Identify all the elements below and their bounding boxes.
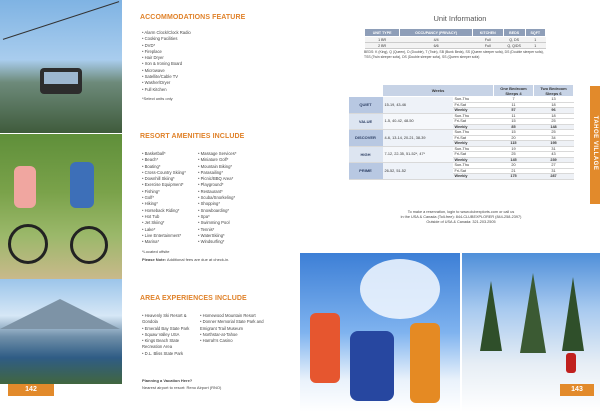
season-name: DISCOVER <box>349 130 383 147</box>
unit-header-cell: UNIT TYPE <box>365 29 400 37</box>
cable-line <box>3 1 119 40</box>
list-item: • Fireplace <box>142 49 252 55</box>
list-item: • Exercise Equipment* <box>142 182 212 188</box>
list-item: • Northstar-at-Tahoe <box>200 332 272 338</box>
kids-snow-photo <box>300 253 460 412</box>
list-item: • Hair Dryer <box>142 55 252 61</box>
rate-day-label: Weekly <box>453 157 494 163</box>
unit-cell: 1 <box>525 43 545 49</box>
rate-day-label: Sun-Thu <box>453 113 494 119</box>
unit-header-cell: KITCHEN <box>472 29 503 37</box>
season-weeks: 1-5, 40-42, 48-50 <box>383 113 453 130</box>
rate-value: 175 <box>494 174 534 180</box>
unit-cell: Q, DS <box>503 37 525 43</box>
rate-value: 31 <box>534 168 574 174</box>
list-item: • Washer/Dryer <box>142 80 252 86</box>
list-item: • Playground* <box>198 182 278 188</box>
page-number-right: 143 <box>560 384 594 396</box>
rates-table <box>348 84 574 180</box>
rates-header-row <box>349 85 574 97</box>
side-tab <box>590 86 600 204</box>
unit-header-cell: OCCUPANCY (PRIVACY) <box>400 29 473 37</box>
list-item: • Spa* <box>198 214 278 220</box>
rate-value: 18 <box>534 102 574 108</box>
rate-value: 21 <box>494 168 534 174</box>
side-tab-label: TAHOE VILLAGE <box>592 115 598 171</box>
unit-cell: 1 BR <box>365 37 400 43</box>
unit-cell: 6/6 <box>400 43 473 49</box>
unit-cell: 4/4 <box>400 37 473 43</box>
area-list-col1 <box>142 313 198 357</box>
rider-left-shape <box>14 166 36 208</box>
list-item: • Emerald Bay State Park <box>142 326 198 332</box>
rate-day-label: Weekly <box>453 108 494 114</box>
list-item: • Scuba/Snorkeling* <box>198 195 278 201</box>
rate-value: 25 <box>534 130 574 136</box>
list-item: • Restaurant* <box>198 189 278 195</box>
season-name: HIGH <box>349 146 383 163</box>
list-item: • Massage Services* <box>198 151 278 157</box>
area-list-col2 <box>200 313 272 344</box>
list-item: • Parasailing* <box>198 170 278 176</box>
unit-cell: Full <box>472 37 503 43</box>
area-experiences-heading: AREA EXPERIENCES INCLUDE <box>140 295 247 302</box>
child-orange-shape <box>310 313 340 383</box>
rate-value: 96 <box>534 108 574 114</box>
fee-note-label: Please Note: <box>142 257 167 262</box>
rate-value: 18 <box>534 113 574 119</box>
list-item: • Harrah's Casino <box>200 338 272 344</box>
rate-value: 20 <box>494 163 534 169</box>
list-item: • Golf* <box>142 195 212 201</box>
rate-value: 195 <box>534 141 574 147</box>
list-item: • Miniature Golf* <box>198 157 278 163</box>
fee-note-text: Additional fees are due at check-in. <box>166 257 230 262</box>
bike-wheel-left <box>8 224 48 264</box>
rate-value: 115 <box>494 141 534 147</box>
list-item: • Shopping* <box>198 201 278 207</box>
list-item: • Squaw Valley USA <box>142 332 198 338</box>
list-item: • Tennis* <box>198 227 278 233</box>
list-item: • Lake* <box>142 227 212 233</box>
list-item: • Donner Memorial State Park and Emigrant Trail Museum <box>200 319 272 332</box>
list-item: • Homewood Mountain Resort <box>200 313 272 319</box>
rate-day-label: Weekly <box>453 174 494 180</box>
reservation-contact <box>348 210 574 225</box>
gondola-window-shape <box>44 72 78 84</box>
unit-cell: Q, Q/DS <box>503 43 525 49</box>
pine-tree-1 <box>480 281 502 351</box>
rate-day-label: Fri-Sat <box>453 152 494 158</box>
list-item: • Boating* <box>142 164 212 170</box>
unit-cell: 1 <box>525 37 545 43</box>
planning-text: Nearest airport to resort: Reno Airport (RNO) <box>142 385 222 390</box>
child-yellow-shape <box>410 323 440 403</box>
lake-photo <box>0 279 122 384</box>
bikers-photo <box>0 134 122 279</box>
unit-footnote: BEDS: K (King), Q (Queen), D (Double), T (Twin), SB (Bunk Beds), SS (Queen sleeper sofa), DS (Double sleeper sofa), TSS (Twin sleeper sofa), DS (Double sleeper sofa), SS (Queen sleeper sofa) <box>364 50 544 59</box>
list-item: • Jet Skiing* <box>142 220 212 226</box>
list-item: • Microwave <box>142 68 252 74</box>
page-number-left: 142 <box>8 384 54 396</box>
rate-value: 25 <box>534 119 574 125</box>
list-item: • Marina* <box>142 239 212 245</box>
mountain-shape <box>0 299 120 329</box>
unit-cell: 2 BR <box>365 43 400 49</box>
rate-value: 34 <box>534 135 574 141</box>
list-item: • Heavenly Ski Resort & Gondola <box>142 313 198 326</box>
amenities-heading: RESORT AMENITIES INCLUDE <box>140 133 245 140</box>
rate-value: 239 <box>534 157 574 163</box>
child-blue-shape <box>350 331 394 401</box>
pine-tree-3 <box>562 277 584 351</box>
list-item: • Iron & Ironing Board <box>142 61 252 67</box>
list-item: • Cooking Facilities <box>142 36 252 42</box>
rate-day-label: Fri-Sat <box>453 168 494 174</box>
rates-header-two-bedroom: Two Bedroom Sleeps 6 <box>534 85 574 97</box>
rate-day-label: Weekly <box>453 141 494 147</box>
list-item: • Snowboarding* <box>198 208 278 214</box>
rates-header-blank <box>349 85 383 97</box>
rate-value: 19 <box>494 146 534 152</box>
list-item: • Alarm Clock/Clock Radio <box>142 30 252 36</box>
rate-value: 11 <box>494 113 534 119</box>
accommodations-heading: ACCOMMODATIONS FEATURE <box>140 14 246 21</box>
list-item: • Full Kitchen <box>142 87 252 93</box>
planning-label: Planning a Vacation Here? <box>142 378 193 383</box>
rate-day-label: Fri-Sat <box>453 102 494 108</box>
list-item: • WaterSkiing* <box>198 233 278 239</box>
rate-value: 31 <box>534 146 574 152</box>
list-item: • Satellite/Cable TV <box>142 74 252 80</box>
list-item: • Cross-Country Skiing* <box>142 170 212 176</box>
skier-figure <box>566 353 576 373</box>
gondola-photo <box>0 0 122 133</box>
pine-tree-2 <box>520 273 546 353</box>
unit-cell: Full <box>472 43 503 49</box>
amenities-fee-note <box>142 257 229 262</box>
rates-header-one-bedroom: One Bedroom Sleeps 4 <box>494 85 534 97</box>
season-name: VALUE <box>349 113 383 130</box>
rate-value: 15 <box>494 130 534 136</box>
list-item: • Picnic/BBQ Area* <box>198 176 278 182</box>
rate-day-label: Weekly <box>453 124 494 130</box>
list-item: • Horseback Riding* <box>142 208 212 214</box>
snow-splash-shape <box>360 259 440 319</box>
bike-wheel-right <box>70 226 108 264</box>
rate-value: 25 <box>494 152 534 158</box>
rate-value: 43 <box>534 152 574 158</box>
list-item: • Mountain Biking* <box>198 164 278 170</box>
list-item: • Beach* <box>142 157 212 163</box>
list-item: • DVD* <box>142 43 252 49</box>
rate-value: 27 <box>534 163 574 169</box>
rate-value: 287 <box>534 174 574 180</box>
rate-day-label: Fri-Sat <box>453 119 494 125</box>
rate-value: 148 <box>534 124 574 130</box>
rate-day-label: Sun-Thu <box>453 146 494 152</box>
rate-value: 7 <box>494 97 534 103</box>
list-item: • Fishing* <box>142 189 212 195</box>
rate-day-label: Fri-Sat <box>453 135 494 141</box>
list-item: • Downhill Skiing* <box>142 176 212 182</box>
list-item: • Hiking* <box>142 201 212 207</box>
contact-line-2: in the USA & Canada (Toll-free): 844-CLUBEXPLORER (844-258-2397) <box>400 215 522 219</box>
rate-day-label: Sun-Thu <box>453 130 494 136</box>
rate-value: 57 <box>494 108 534 114</box>
season-weeks: 15-19, 43-46 <box>383 97 453 114</box>
rate-value: 11 <box>494 102 534 108</box>
season-name: PRIME <box>349 163 383 180</box>
season-weeks: 26-52, 51-52 <box>383 163 453 180</box>
amenities-offsite-note: *Located offsite <box>142 249 170 254</box>
list-item: • Swimming Pool <box>198 220 278 226</box>
rate-value: 20 <box>494 135 534 141</box>
unit-header-cell: BEDS <box>503 29 525 37</box>
accommodations-note: *Select units only <box>142 96 173 101</box>
unit-info-table <box>364 28 546 49</box>
list-item: • Kings Beach State Recreation Area <box>142 338 198 351</box>
accommodations-list <box>142 30 252 93</box>
rate-day-label: Sun-Thu <box>453 163 494 169</box>
rate-value: 145 <box>494 157 534 163</box>
rates-header-weeks: Weeks <box>383 85 494 97</box>
rate-value: 13 <box>534 97 574 103</box>
list-item: • D.L. Bliss State Park <box>142 351 198 357</box>
rate-value: 15 <box>494 119 534 125</box>
unit-row <box>365 43 546 49</box>
list-item: • Windsurfing* <box>198 239 278 245</box>
list-item: • Live Entertainment* <box>142 233 212 239</box>
rate-value: 85 <box>494 124 534 130</box>
unit-header-cell: SQFT <box>525 29 545 37</box>
list-item: • Basketball* <box>142 151 212 157</box>
season-weeks: 4-6, 13-14, 20-21, 38-39 <box>383 130 453 147</box>
amenities-list-col2 <box>198 151 278 245</box>
unit-info-title: Unit Information <box>433 14 487 23</box>
list-item: • Hot Tub <box>142 214 212 220</box>
season-name: QUIET <box>349 97 383 114</box>
season-weeks: 7-12, 22-35, 51-52*, 47* <box>383 146 453 163</box>
contact-line-1: To make a reservation, login to www.clubexplorts.com or call us <box>407 210 515 214</box>
rider-right-shape <box>70 162 94 208</box>
contact-line-3: Outside of USA & Canada: 321.203.2505 <box>426 220 496 224</box>
rate-day-label: Sun-Thu <box>453 97 494 103</box>
unit-table-header-row <box>365 29 546 37</box>
